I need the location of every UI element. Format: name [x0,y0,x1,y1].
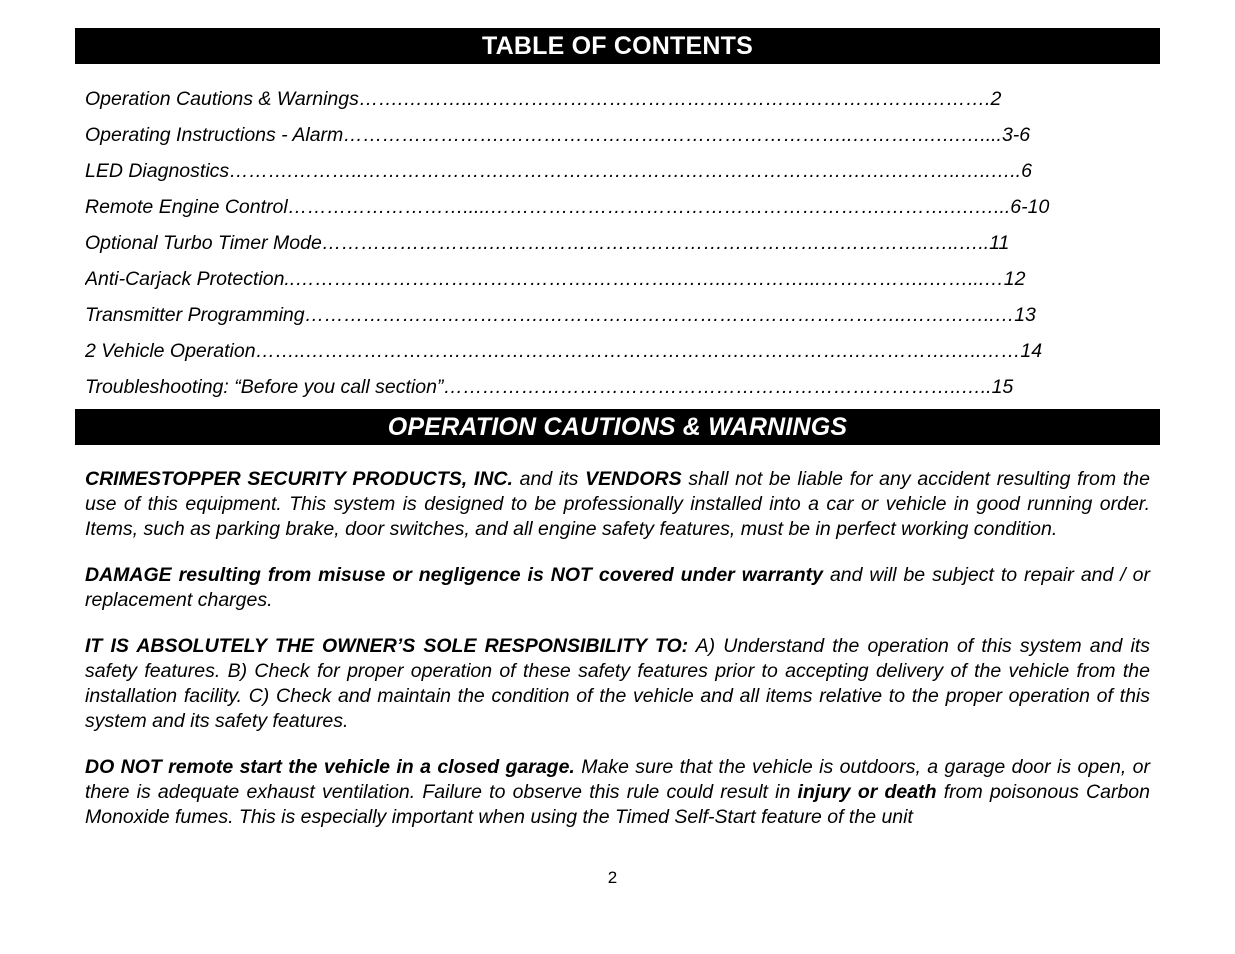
liability-vendors: VENDORS [585,468,682,490]
garage-warning-text-1: Make sure that the vehicle is outdoors, a garage door is open, or there is adequate exhaust ventilation. Failure to observe this rule could result in [85,756,1151,803]
toc-entry-troubleshooting: Troubleshooting: “Before you call section”……………………………………………………………………..…..15 [85,376,1014,398]
toc-entry-remote-engine-control: Remote Engine Control……………………….....…………………………………………………….……….….…...6-10 [85,196,1050,218]
responsibility-paragraph [85,634,1150,734]
toc-entry-transmitter-programming: Transmitter Programming……………………………….………………………………………………..…………..…13 [85,304,1036,326]
garage-warning-bold: DO NOT remote start the vehicle in a closed garage. [85,756,575,778]
liability-text-2: shall not be liable for any accident resulting from the use of this equipment. This system is designed to be professionally installed into a car or vehicle in good running order. Items, such as parking brake, door switches, and all engine safety features, must be in perfect working condition. [85,468,1150,540]
damage-bold: DAMAGE resulting from misuse or negligence is NOT covered under warranty [85,564,824,586]
toc-entry-turbo-timer: Optional Turbo Timer Mode……………………..…………………………………………………………..…..…..11 [85,232,1010,254]
injury-or-death: injury or death [797,781,937,803]
cautions-body [85,467,1150,851]
liability-company: CRIMESTOPPER SECURITY PRODUCTS, INC. [85,468,513,490]
toc-list [85,86,1135,410]
toc-header: TABLE OF CONTENTS [75,28,1160,64]
responsibility-bold: IT IS ABSOLUTELY THE OWNER’S SOLE RESPONSIBILITY TO: [85,635,689,657]
damage-paragraph [85,563,1150,613]
garage-warning-text-2: from poisonous Carbon Monoxide fumes. This is especially important when using the Timed Self-Start feature of the unit [85,781,1150,828]
toc-entry-led-diagnostics: LED Diagnostics……….………..………………….……………………….……………………….….………..…..…..6 [85,160,1032,182]
toc-entry-operating-instructions: Operating Instructions - Alarm…………………….…………………….………………………..………….….…....3-6 [85,124,1031,146]
garage-warning-paragraph [85,755,1150,830]
liability-paragraph [85,467,1150,542]
responsibility-text: A) Understand the operation of this system and its safety features. B) Check for proper operation of these safety features prior to accepting delivery of the vehicle from the installation facility. C) Check and maintain the condition of the vehicle and all items relative to the proper operation of this system and its safety features. [85,635,1150,732]
cautions-header: OPERATION CAUTIONS & WARNINGS [75,409,1160,445]
page-number: 2 [607,868,618,887]
liability-text-1: and its [512,468,586,490]
toc-entry-operation-cautions: Operation Cautions & Warnings…….………..…………………………………………………………….……….2 [85,88,1002,110]
damage-text: and will be subject to repair and / or replacement charges. [85,564,1151,611]
toc-entry-2-vehicle-operation: 2 Vehicle Operation……..………………………….……………………………….…………….…………….…..……14 [85,340,1043,362]
toc-entry-anti-carjack: Anti-Carjack Protection..……………………………………….………….……..…………...……………..……...…12 [85,268,1026,290]
